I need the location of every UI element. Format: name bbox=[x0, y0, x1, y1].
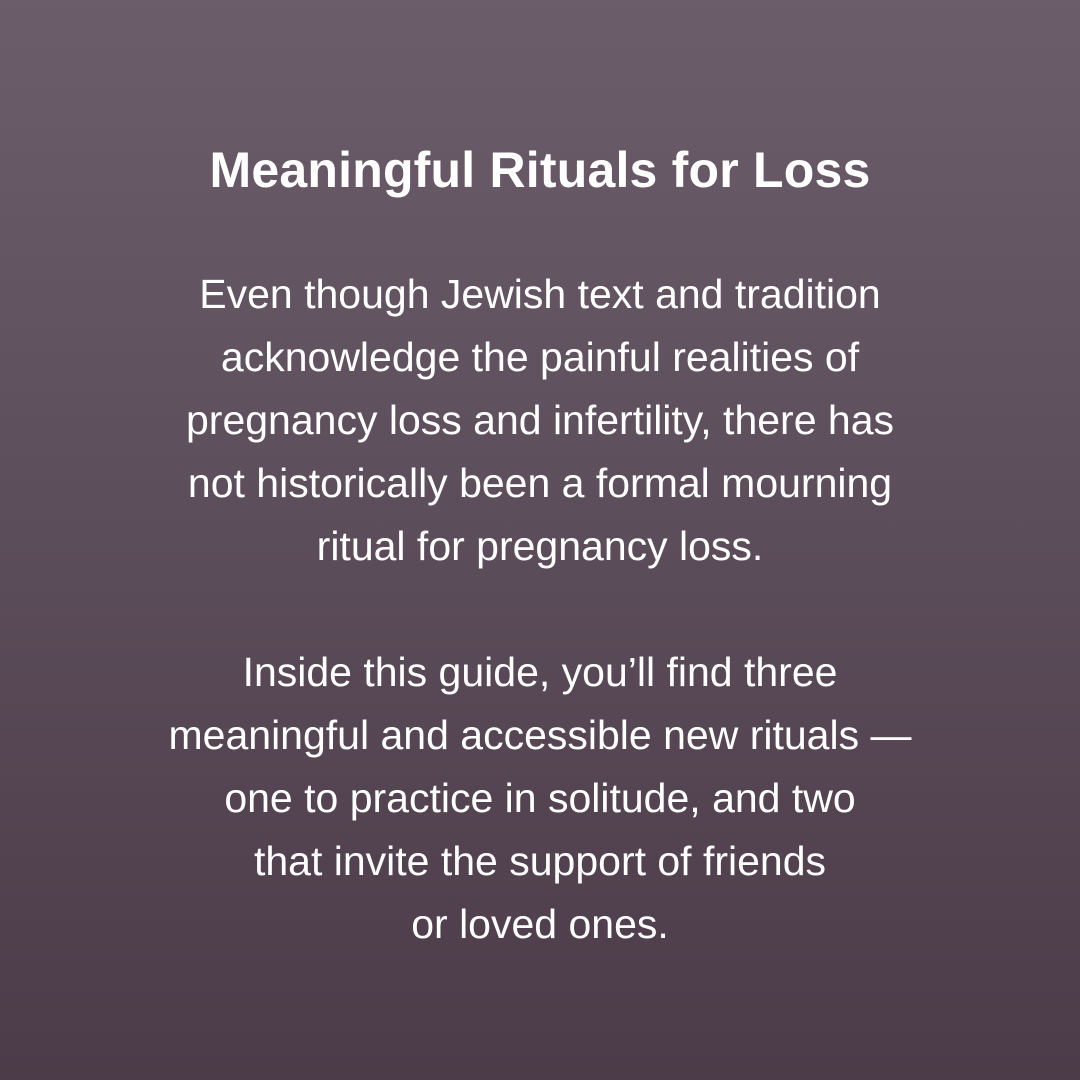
intro-line: pregnancy loss and infertility, there has bbox=[185, 397, 894, 443]
guide-line: Inside this guide, you’ll find three bbox=[242, 649, 838, 695]
guide-line: that invite the support of friends bbox=[253, 838, 827, 884]
guide-line: meaningful and accessible new rituals — bbox=[168, 712, 912, 758]
intro-line: ritual for pregnancy loss. bbox=[316, 523, 764, 569]
guide-line: one to practice in solitude, and two bbox=[224, 775, 856, 821]
guide-line: or loved ones. bbox=[411, 901, 669, 947]
intro-line: acknowledge the painful realities of bbox=[220, 334, 860, 380]
slide-title: Meaningful Rituals for Loss bbox=[209, 142, 871, 198]
guide-paragraph bbox=[0, 641, 1080, 956]
intro-line: not historically been a formal mourning bbox=[187, 460, 893, 506]
intro-paragraph bbox=[0, 263, 1080, 578]
intro-line: Even though Jewish text and tradition bbox=[199, 271, 881, 317]
